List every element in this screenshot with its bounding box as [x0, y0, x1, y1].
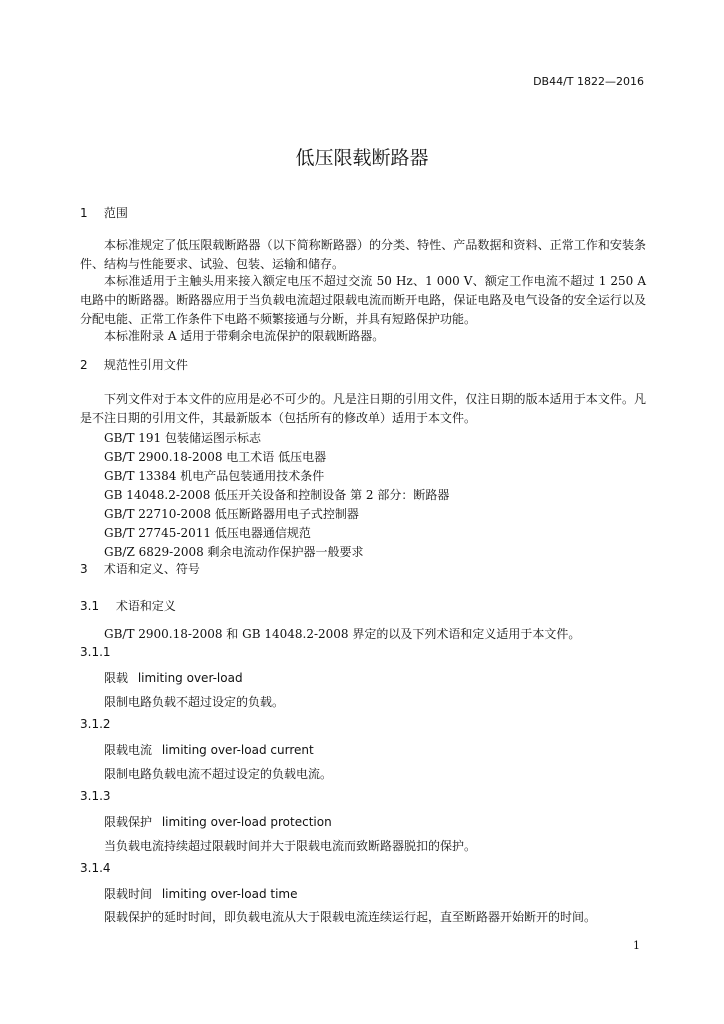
reference-item: GB/T 13384 机电产品包装通用技术条件 — [104, 469, 325, 483]
reference-item: GB/Z 6829-2008 剩余电流动作保护器一般要求 — [104, 545, 364, 559]
doc-id-header: DB44/T 1822—2016 — [533, 75, 644, 88]
term-entry — [104, 741, 314, 758]
section-1-paragraph-3: 本标准附录 A 适用于带剩余电流保护的限载断路器。 — [104, 329, 385, 343]
section-1-paragraph-2: 本标准适用于主触头用来接入额定电压不超过交流 50 Hz、1 000 V、额定工作电流不超过 1 250 A 电路中的断路器。断路器应用于当负载电流超过限载电流而断开电路，保证电路及电气设备的安全运行以及分配电能、正常工作条件下电路不频繁接通与分断，并具有短路保护功能。 — [80, 274, 646, 326]
subsection-3-1-heading — [80, 597, 176, 614]
reference-item: GB/T 191 包装储运图示标志 — [104, 431, 261, 445]
section-1-paragraph-1: 本标准规定了低压限载断路器（以下简称断路器）的分类、特性、产品数据和资料、正常工作和安装条件、结构与性能要求、试验、包装、运输和储存。 — [80, 238, 646, 271]
term-definition: 当负载电流持续超过限载时间并大于限载电流而致断路器脱扣的保护。 — [104, 839, 477, 853]
section-number: 2 — [80, 358, 88, 372]
term-entry — [104, 813, 332, 830]
term-en: limiting over-load time — [161, 887, 298, 901]
term-definition: 限制电路负载不超过设定的负载。 — [104, 695, 285, 709]
term-en: limiting over-load — [137, 671, 243, 685]
section-title: 术语和定义、符号 — [103, 562, 200, 576]
section-2-paragraph-1: 下列文件对于本文件的应用是必不可少的。凡是注日期的引用文件，仅注日期的版本适用于本文件。凡是不注日期的引用文件，其最新版本（包括所有的修改单）适用于本文件。 — [80, 392, 646, 425]
term-en: limiting over-load protection — [161, 815, 332, 829]
term-definition: 限载保护的延时时间，即负载电流从大于限载电流连续运行起，直至断路器开始断开的时间。 — [104, 910, 597, 924]
term-definition: 限制电路负载电流不超过设定的负载电流。 — [104, 767, 333, 781]
document-title: 低压限载断路器 — [295, 147, 429, 169]
term-zh: 限载 — [104, 671, 129, 685]
section-number: 1 — [80, 206, 88, 220]
term-zh: 限载电流 — [104, 743, 153, 757]
reference-item: GB/T 2900.18-2008 电工术语 低压电器 — [104, 450, 327, 464]
section-1-heading — [80, 204, 128, 221]
reference-item: GB/T 27745-2011 低压电器通信规范 — [104, 526, 311, 540]
term-number: 3.1.3 — [80, 789, 111, 803]
term-number: 3.1.2 — [80, 717, 111, 731]
reference-item: GB 14048.2-2008 低压开关设备和控制设备 第 2 部分：断路器 — [104, 488, 450, 502]
section-title: 范围 — [103, 206, 128, 220]
term-number: 3.1.4 — [80, 861, 111, 875]
term-entry — [104, 885, 298, 902]
page-number: 1 — [633, 939, 640, 952]
subsection-number: 3.1 — [80, 599, 100, 613]
section-title: 规范性引用文件 — [103, 358, 188, 372]
term-en: limiting over-load current — [161, 743, 314, 757]
subsection-title: 术语和定义 — [115, 599, 176, 613]
term-number: 3.1.1 — [80, 645, 111, 659]
section-2-heading — [80, 356, 188, 373]
term-zh: 限载时间 — [104, 887, 153, 901]
term-zh: 限载保护 — [104, 815, 153, 829]
reference-item: GB/T 22710-2008 低压断路器用电子式控制器 — [104, 507, 359, 521]
section-number: 3 — [80, 562, 88, 576]
terms-intro: GB/T 2900.18-2008 和 GB 14048.2-2008 界定的以及下列术语和定义适用于本文件。 — [104, 627, 581, 641]
section-3-heading — [80, 560, 200, 577]
term-entry — [104, 669, 243, 686]
